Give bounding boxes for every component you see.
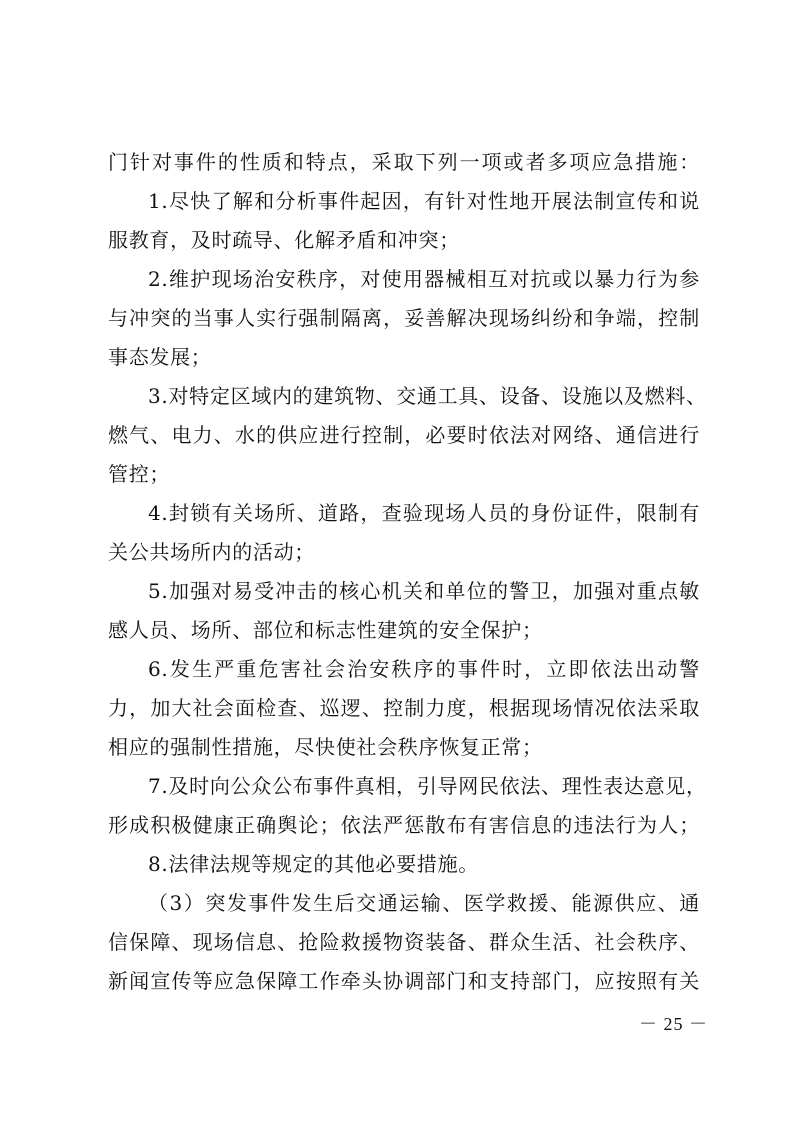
text-line: 关公共场所内的活动；: [108, 540, 315, 564]
text-line: 5.加强对易受冲击的核心机关和单位的警卫，加强对重点敏: [148, 579, 700, 603]
text-line: 6.发生严重危害社会治安秩序的事件时，立即依法出动警: [148, 657, 700, 681]
text-line: 4.封锁有关场所、道路，查验现场人员的身份证件，限制有: [148, 501, 700, 525]
text-line: 8.法律法规等规定的其他必要措施。: [148, 852, 479, 876]
text-line: 形成积极健康正确舆论；依法严惩散布有害信息的违法行为人；: [108, 813, 700, 837]
document-body: [108, 143, 707, 1001]
text-line: 管控；: [108, 462, 171, 486]
text-line: 2.维护现场治安秩序，对使用器械相互对抗或以暴力行为参: [148, 267, 700, 291]
text-line: 服教育，及时疏导、化解矛盾和冲突；: [108, 228, 460, 252]
text-line: 新闻宣传等应急保障工作牵头协调部门和支持部门，应按照有关: [108, 969, 700, 993]
text-line: 事态发展；: [108, 345, 212, 369]
text-line: 7.及时向公众公布事件真相，引导网民依法、理性表达意见，: [148, 774, 707, 798]
text-line: 相应的强制性措施，尽快使社会秩序恢复正常；: [108, 735, 543, 759]
text-line: 力，加大社会面检查、巡逻、控制力度，根据现场情况依法采取: [108, 696, 700, 720]
text-line: 1.尽快了解和分析事件起因，有针对性地开展法制宣传和说: [148, 189, 700, 213]
text-line: 燃气、电力、水的供应进行控制，必要时依法对网络、通信进行: [108, 423, 700, 447]
page-number: － 25 －: [639, 1014, 708, 1034]
text-line: 3.对特定区域内的建筑物、交通工具、设备、设施以及燃料、: [148, 384, 707, 408]
text-line: 信保障、现场信息、抢险救援物资装备、群众生活、社会秩序、: [108, 930, 700, 954]
text-line: （3）突发事件发生后交通运输、医学救援、能源供应、通: [148, 891, 700, 915]
text-line: 门针对事件的性质和特点，采取下列一项或者多项应急措施：: [108, 150, 700, 174]
text-line: 感人员、场所、部位和标志性建筑的安全保护；: [108, 618, 543, 642]
text-line: 与冲突的当事人实行强制隔离，妥善解决现场纠纷和争端，控制: [108, 306, 700, 330]
